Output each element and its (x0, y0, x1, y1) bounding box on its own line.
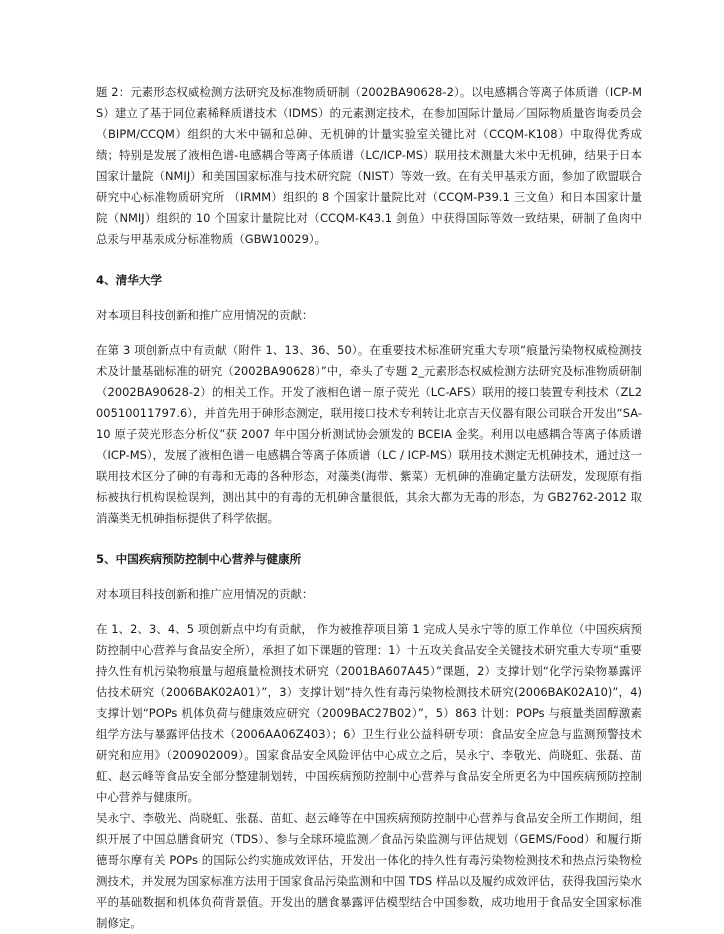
section-heading-cdc: 5、中国疾病预防控制中心营养与健康所 (96, 552, 302, 566)
tsinghua-contribution-label: 对本项目科技创新和推广应用情况的贡献： (96, 308, 314, 322)
tsinghua-body-paragraph: 在第 3 项创新点中有贡献（附件 1、13、36、50）。在重要技术标准研究重大专项“痕量污染物权威检测技术及计量基础标准的研究（2002BA90628）”中，牵头了专题 2_元素形态权威检测方法研究及标准物质研制（2002BA90628-2）的相关工作。开发了液相色谱－原子荧光（LC-AFS）联用的接口装置专利技术（ZL200510011797.6），并首先用于砷形态测定，联用接口技术专利转让北京吉天仪器有限公司联合开发出“SA-10 原子荧光形态分析仪”获 2007 年中国分析测试协会颁发的 BCEIA 金奖。利用以电感耦合等离子体质谱（ICP-MS），发展了液相色谱－电感耦合等离子体质谱（LC / ICP-MS）联用技术测定无机砷技术，通过这一联用技术区分了砷的有毒和无毒的各种形态，对藻类(海带、紫菜）无机砷的准确定量方法研发，发现原有指标被执行机构误检误判，测出其中的有毒的无机砷含量很低，其余大都为无毒的形态，为 GB2762-2012 取消藻类无机砷指标提供了科学依据。 (96, 343, 642, 525)
cdc-body-paragraph-1: 在 1、2、3、4、5 项创新点中均有贡献， 作为被推荐项目第 1 完成人吴永宁等的原工作单位（中国疾病预防控制中心营养与食品安全所），承担了如下课题的管理：1）十五攻关食品安全关键技术研究重大专项“重要持久性有机污染物痕量与超痕量检测技术研究（2001BA607A45）”课题，2）支撑计划“化学污染物暴露评估技术研究（2006BAK02A01）”，3）支撑计划“持久性有毒污染物检测技术研究(2006BAK02A10)”，4)支撑计划“POPs 机体负荷与健康效应研究（2009BAC27B02）”，5）863 计划：POPs 与痕量类固醇激素组学方法与暴露评估技术（2006AA06Z403）；6）卫生行业公益科研专项：食品安全应急与监测预警技术研究和应用》（200902009）。国家食品安全风险评估中心成立之后，吴永宁、李敬光、尚晓虹、张磊、苗虹、赵云峰等食品安全部分整建制划转，中国疾病预防控制中心营养与食品安全所更名为中国疾病预防控制中心营养与健康所。 (96, 622, 642, 804)
document-page (96, 82, 642, 934)
section-heading-tsinghua: 4、清华大学 (96, 273, 163, 287)
cdc-body-paragraph-2: 吴永宁、李敬光、尚晓虹、张磊、苗虹、赵云峰等在中国疾病预防控制中心营养与食品安全所工作期间，组织开展了中国总膳食研究（TDS）、参与全球环境监测／食品污染监测与评估规划（GEMS/Food）和履行斯德哥尔摩有关 POPs 的国际公约实施成效评估，开发出一体化的持久性有毒污染物检测技术和热点污染物检测技术，并发展为国家标准方法用于国家食品污染监测和中国 TDS 样品以及履约成效评估，获得我国污染水平的基础数据和机体负荷背景值。开发出的膳食暴露评估模型结合中国参数，成功地用于食品安全国家标准制修定。 (96, 811, 642, 930)
cdc-contribution-label: 对本项目科技创新和推广应用情况的贡献： (96, 587, 314, 601)
ncmet-topic-paragraph: 题 2：元素形态权威检测方法研究及标准物质研制（2002BA90628-2）。以电感耦合等离子体质谱（ICP-MS）建立了基于同位素稀释质谱技术（IDMS）的元素测定技术，在参加国际计量局／国际物质量咨询委员会（BIPM/CCQM）组织的大米中镉和总砷、无机砷的计量实验室关键比对（CCQM-K108）中取得优秀成绩；特别是发展了液相色谱-电感耦合等离子体质谱（LC/ICP-MS）联用技术测量大米中无机砷，结果于日本国家计量院（NMIJ）和美国国家标准与技术研究院（NIST）等效一致。在有关甲基汞方面，参加了欧盟联合研究中心标准物质研究所 （IRMM）组织的 8 个国家计量院比对（CCQM-P39.1 三文鱼）和日本国家计量院（NMIJ）组织的 10 个国家计量院比对（CCQM-K43.1 剑鱼）中获得国际等效一致结果，研制了鱼肉中总汞与甲基汞成分标准物质（GBW10029）。 (96, 85, 642, 246)
